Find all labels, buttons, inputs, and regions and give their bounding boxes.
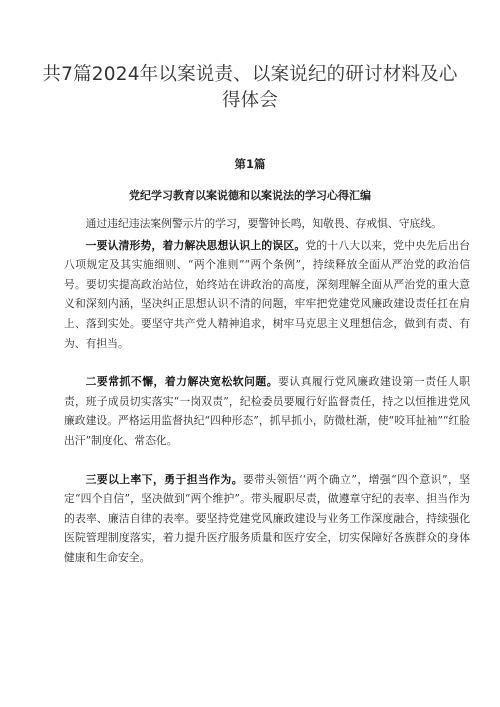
paragraph-point-2-text: 要认真履行党风廉政建设第一责任人职责，班子成员切实落实“一岗双责”，纪检委员要履行好监督责任，持之以恒推进党风廉政建设。严格运用监督执纪“四种形态”，抓早抓小，防微杜渐，使“咬耳扯袖”“红脸出汗”制度化、常态化。 [64, 375, 471, 447]
paragraph-point-1 [64, 236, 470, 354]
paragraph-point-1-lead: 一要认清形势，着力解决思想认识上的误区。 [85, 238, 306, 252]
document-title: 共7篇2024年以案说责、以案说纪的研讨材料及心得体会 [42, 64, 458, 111]
paragraph-point-3-lead: 三要以上率下，勇于担当作为。 [85, 472, 243, 486]
section-label: 第1篇 [234, 157, 266, 171]
paragraph-point-3 [64, 470, 470, 568]
section-subtitle: 党纪学习教育以案说德和以案说法的学习心得汇编 [129, 189, 371, 202]
paragraph-intro [64, 214, 470, 234]
paragraph-point-2-lead: 二要常抓不懈，着力解决宽松软问题。 [85, 375, 279, 389]
paragraph-point-2 [64, 372, 470, 450]
paragraph-intro-text: 通过违纪违法案例警示片的学习，要警钟长鸣，知敬畏、存戒惧、守底线。 [85, 217, 442, 230]
document-body [64, 214, 470, 587]
paragraph-point-1-text: 党的十八大以来，党中央先后出台八项规定及其实施细则、“两个准则”“两个条例”，持续释放全面从严治党的政治信号。要切实提高政治站位，始终站在讲政治的高度，深刻理解全面从严治党的重大意义和深刻内涵，坚决纠正思想认识不清的问题，牢牢把党建党风廉政建设责任扛在肩上、落到实处。要坚守共产党人精神追求，树牢马克思主义理想信念，做到有责、有为、有担当。 [64, 238, 471, 350]
paragraph-point-3-text: 要带头领悟‘‘两个确立”，增强“四个意识”，坚定“四个自信”，坚决做到“两个维护”。带头履职尽责，做遵章守纪的表率、担当作为的表率、廉洁自律的表率。要坚持党建党风廉政建设与业务工作深度融合，持续强化医院管理制度落实，着力提升医疗服务质量和医疗安全，切实保障好各族群众的身体健康和生命安全。 [64, 472, 471, 564]
